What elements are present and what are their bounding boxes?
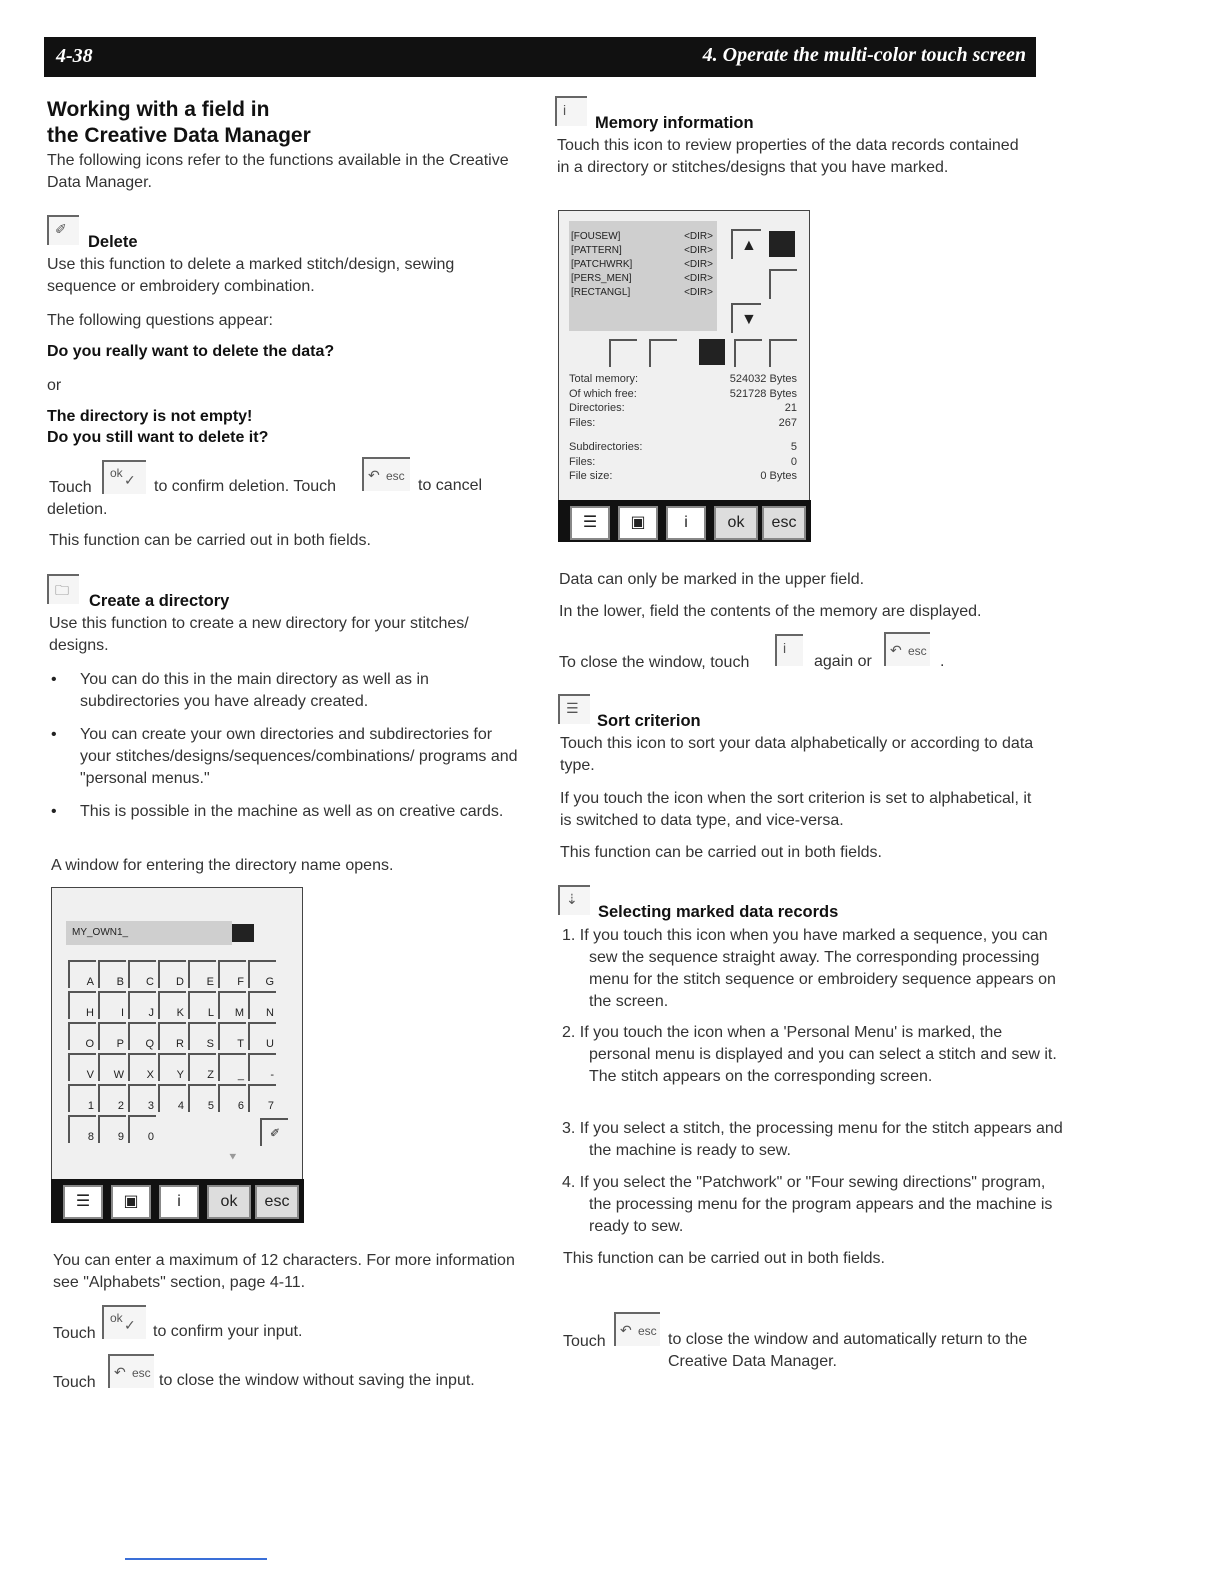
cancel-text: to cancel (418, 477, 483, 494)
key-S[interactable]: S (188, 1022, 216, 1050)
close-input-text: to close the window without saving the input. (159, 1372, 475, 1389)
key-Y[interactable]: Y (158, 1053, 186, 1081)
key-K[interactable]: K (158, 991, 186, 1019)
key-V[interactable]: V (68, 1053, 96, 1081)
delete-key-icon[interactable]: ✐ (260, 1118, 288, 1146)
select-item-4: 4. If you select the "Patchwork" or "Four sewing directions" program, the processing menu for the program appears and the machine is ready to sew. (562, 1174, 1053, 1235)
close-return-text: to close the window and automatically return to the Creative Data Manager. (668, 1331, 1028, 1370)
select-heading: Selecting marked data records (598, 903, 839, 921)
window-opens-text: A window for entering the directory name opens. (51, 857, 394, 874)
memory-stat-row: Directories: 21 (569, 402, 797, 414)
delete-text: Use this function to delete a marked stitch/design, sewing sequence or embroidery combination. (47, 256, 455, 295)
create-directory-icon: 🗀 (47, 574, 79, 604)
memory-screen (558, 210, 810, 502)
scroll-up-icon[interactable]: ▲ (731, 229, 761, 259)
key-W[interactable]: W (98, 1053, 126, 1081)
directory-list (569, 221, 717, 331)
directory-name-screen (51, 887, 303, 1181)
key-G[interactable]: G (248, 960, 276, 988)
select-item-3: 3. If you select a stitch, the processing menu for the stitch appears and the machine is ready to sew. (562, 1120, 1063, 1159)
memory-stat-row: Of which free: 521728 Bytes (569, 387, 797, 400)
memory-stat-row: Files: 0 (569, 455, 797, 468)
sort-button[interactable]: ☰ (63, 1185, 103, 1219)
esc-icon: ↶ esc (108, 1354, 154, 1388)
card-button[interactable]: ▣ (618, 506, 658, 540)
question-2a: The directory is not empty! (47, 408, 253, 425)
page-header (44, 37, 1036, 77)
key-B[interactable]: B (98, 960, 126, 988)
memory-info-icon: i (775, 634, 803, 666)
key-I[interactable]: I (98, 991, 126, 1019)
cancel-text-2: deletion. (47, 501, 108, 518)
select-marked-icon: ⇣ (558, 885, 590, 915)
question-2b: Do you still want to delete it? (47, 429, 269, 446)
scroll-down-icon[interactable]: ⯆ (228, 1150, 238, 1164)
delete-icon: ✐ (47, 215, 79, 245)
touch-label: Touch (53, 1325, 96, 1342)
select-item-1: 1. If you touch this icon when you have marked a sequence, you can sew the sequence straight away. The corresponding processing menu for the stitch sequence or embroidery sequence appears on the screen. (562, 927, 1056, 1010)
card-button[interactable]: ▣ (111, 1185, 151, 1219)
create-text: Use this function to create a new directory for your stitches/ designs. (49, 615, 469, 654)
esc-icon: ↶ esc (614, 1312, 660, 1346)
touch-label: Touch (563, 1333, 606, 1350)
select-marked-icon[interactable] (769, 339, 797, 367)
esc-icon: ↶ esc (362, 457, 410, 491)
key-_[interactable]: _ (218, 1053, 246, 1081)
key-8[interactable]: 8 (68, 1115, 96, 1143)
again-or-text: again or (814, 653, 872, 670)
key-O[interactable]: O (68, 1022, 96, 1050)
key-1[interactable]: 1 (68, 1084, 96, 1112)
questions-intro: The following questions appear: (47, 312, 273, 329)
sort-text-2: If you touch the icon when the sort criterion is set to alphabetical, it is switched to data type, and vice-versa. (560, 790, 1032, 829)
max-characters-text: You can enter a maximum of 12 characters. For more information see "Alphabets" section, page 4-11. (53, 1252, 515, 1291)
info-button[interactable]: i (666, 506, 706, 540)
chapter-title: 4. Operate the multi-color touch screen (702, 44, 1026, 66)
memory-stat-row: Subdirectories: 5 (569, 441, 797, 453)
memory-stat-row: Total memory: 524032 Bytes (569, 373, 797, 385)
directory-row[interactable]: [RECTANGL] <DIR> (571, 287, 713, 298)
create-bullet-1: You can do this in the main directory as well as in subdirectories you have already created. (80, 671, 429, 710)
keyboard-button-bar (51, 1179, 304, 1223)
info-button[interactable]: i (159, 1185, 199, 1219)
key-P[interactable]: P (98, 1022, 126, 1050)
ok-icon: ok ✓ (102, 1305, 146, 1339)
key--[interactable]: - (248, 1053, 276, 1081)
period: . (940, 653, 945, 670)
touch-label: Touch (49, 479, 92, 496)
touch-label: Touch (53, 1374, 96, 1391)
section-title-1: Working with a field in (47, 98, 270, 121)
memory-stat-row: File size: 0 Bytes (569, 470, 797, 482)
lower-field-text: In the lower, field the contents of the memory are displayed. (559, 603, 982, 620)
question-1: Do you really want to delete the data? (47, 343, 335, 360)
intro-text: The following icons refer to the functions available in the Creative Data Manager. (47, 152, 509, 191)
sort-criterion-icon[interactable] (734, 339, 762, 367)
or-text: or (47, 377, 62, 394)
memory-info-icon: i (555, 96, 587, 126)
upper-field-text: Data can only be marked in the upper field. (559, 571, 865, 588)
delete-both-fields: This function can be carried out in both fields. (49, 532, 371, 549)
key-R[interactable]: R (158, 1022, 186, 1050)
create-bullet-3: This is possible in the machine as well as on creative cards. (80, 803, 504, 820)
key-0[interactable]: 0 (128, 1115, 156, 1143)
ok-button[interactable]: ok (207, 1185, 251, 1219)
bullet-marker: • (51, 803, 57, 820)
sort-criterion-icon: ☰ (558, 694, 590, 724)
key-X[interactable]: X (128, 1053, 156, 1081)
key-F[interactable]: F (218, 960, 246, 988)
memory-text: Touch this icon to review properties of the data records contained in a directory or stitches/designs that you have marked. (557, 137, 1019, 176)
key-T[interactable]: T (218, 1022, 246, 1050)
sort-text-3: This function can be carried out in both fields. (560, 844, 882, 861)
directory-name-input[interactable]: MY_OWN1_ (66, 921, 232, 945)
key-C[interactable]: C (128, 960, 156, 988)
save-icon[interactable] (232, 924, 254, 942)
bullet-marker: • (51, 671, 57, 688)
directory-row[interactable]: [PERS_MEN] <DIR> (571, 273, 713, 284)
sort-button[interactable]: ☰ (570, 506, 610, 540)
memory-info-icon[interactable] (699, 339, 725, 365)
esc-button[interactable]: esc (255, 1185, 299, 1219)
create-bullet-2: You can create your own directories and subdirectories for your stitches/designs/sequences/combinations/ programs and "personal menus." (80, 726, 518, 787)
key-2[interactable]: 2 (98, 1084, 126, 1112)
memory-button-bar (558, 500, 811, 542)
key-H[interactable]: H (68, 991, 96, 1019)
bullet-marker: • (51, 726, 57, 743)
card-slot-icon[interactable] (769, 269, 797, 299)
confirm-input-text: to confirm your input. (153, 1323, 303, 1340)
delete-heading: Delete (88, 233, 138, 251)
key-5[interactable]: 5 (188, 1084, 216, 1112)
directory-row[interactable]: [PATCHWRK] <DIR> (571, 259, 713, 270)
select-both-fields: This function can be carried out in both fields. (563, 1250, 885, 1267)
scroll-down-icon[interactable]: ▼ (731, 303, 761, 333)
key-7[interactable]: 7 (248, 1084, 276, 1112)
key-6[interactable]: 6 (218, 1084, 246, 1112)
key-M[interactable]: M (218, 991, 246, 1019)
esc-icon: ↶ esc (884, 632, 930, 666)
memory-stat-row: Files: 267 (569, 416, 797, 429)
memory-icon-row (569, 339, 799, 371)
footer-line (125, 1558, 267, 1560)
section-title-2: the Creative Data Manager (47, 124, 311, 147)
create-directory-icon[interactable] (649, 339, 677, 367)
ok-icon: ok ✓ (102, 460, 146, 494)
key-J[interactable]: J (128, 991, 156, 1019)
select-item-2: 2. If you touch the icon when a 'Personal Menu' is marked, the personal menu is displayed and you can select a stitch and sew it. The stitch appears on the corresponding screen. (562, 1024, 1057, 1085)
sort-heading: Sort criterion (597, 712, 701, 730)
card-icon[interactable] (769, 231, 795, 257)
close-window-text: To close the window, touch (559, 654, 750, 671)
key-9[interactable]: 9 (98, 1115, 126, 1143)
key-E[interactable]: E (188, 960, 216, 988)
key-4[interactable]: 4 (158, 1084, 186, 1112)
delete-icon[interactable] (609, 339, 637, 367)
esc-button[interactable]: esc (762, 506, 806, 540)
key-L[interactable]: L (188, 991, 216, 1019)
key-D[interactable]: D (158, 960, 186, 988)
page-number: 4-38 (56, 45, 93, 67)
key-U[interactable]: U (248, 1022, 276, 1050)
memory-heading: Memory information (595, 114, 754, 132)
key-Z[interactable]: Z (188, 1053, 216, 1081)
key-A[interactable]: A (68, 960, 96, 988)
create-heading: Create a directory (89, 592, 230, 610)
sort-text-1: Touch this icon to sort your data alphabetically or according to data type. (560, 735, 1034, 774)
key-N[interactable]: N (248, 991, 276, 1019)
key-3[interactable]: 3 (128, 1084, 156, 1112)
directory-row[interactable]: [PATTERN] <DIR> (571, 245, 713, 256)
ok-button[interactable]: ok (714, 506, 758, 540)
directory-row[interactable]: [FOUSEW] <DIR> (571, 231, 713, 242)
key-Q[interactable]: Q (128, 1022, 156, 1050)
confirm-deletion-text: to confirm deletion. Touch (154, 478, 337, 495)
